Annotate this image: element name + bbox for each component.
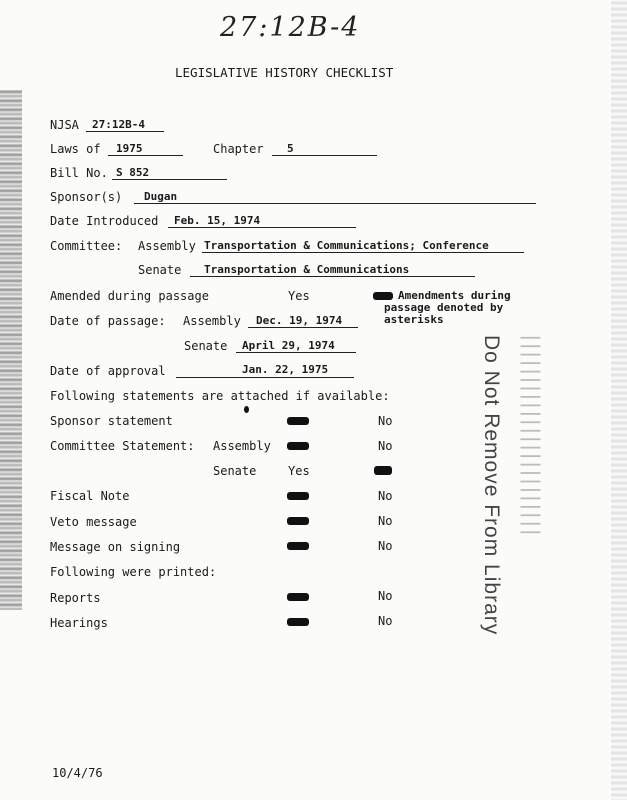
stamp-text: Do Not Remove From Library [480,335,503,636]
njsa-label: NJSA [50,118,79,132]
bill-no-value: S 852 [116,166,150,179]
redaction-mark [287,593,309,601]
handwritten-statute-number: 27:12B-4 [220,12,361,43]
committee-assembly-label: Assembly [138,239,196,253]
redaction-mark [374,466,392,475]
date-introduced-value: Feb. 15, 1974 [174,214,261,227]
sponsor-statement-no: No [378,414,393,428]
page-title: LEGISLATIVE HISTORY CHECKLIST [175,65,394,80]
chapter-value: 5 [287,142,294,155]
committee-assembly-underline [202,252,524,253]
reports-label: Reports [50,591,101,605]
redaction-mark [287,417,309,425]
amended-label: Amended during passage [50,289,209,303]
library-stamp [473,335,563,636]
sponsors-label: Sponsor(s) [50,190,123,204]
date-introduced-label: Date Introduced [50,214,159,228]
laws-of-label: Laws of [50,142,101,156]
date-of-approval-underline [176,377,354,378]
date-introduced-underline [168,227,356,228]
njsa-value: 27:12B-4 [92,118,145,131]
sponsors-underline [134,203,536,204]
footer-date: 10/4/76 [52,766,103,780]
passage-assembly-underline [248,327,358,328]
sponsor-statement-label: Sponsor statement [50,414,173,428]
committee-label: Committee: [50,239,123,253]
committee-statement-assembly-label: Assembly [213,439,271,453]
redaction-mark [287,442,309,450]
passage-senate-value: April 29, 1974 [242,339,335,352]
redaction-mark [287,517,309,525]
committee-assembly-value: Transportation & Communications; Conference [204,239,489,252]
redaction-mark [287,492,309,500]
date-of-approval-value: Jan. 22, 1975 [242,363,329,376]
laws-of-value: 1975 [116,142,143,155]
amended-yes: Yes [288,289,310,303]
passage-senate-label: Senate [184,339,228,353]
hearings-label: Hearings [50,616,108,630]
bill-no-underline [112,179,227,180]
committee-statement-senate-yes: Yes [288,464,310,478]
message-on-signing-label: Message on signing [50,540,181,554]
passage-senate-underline [236,352,356,353]
ink-dot [244,406,249,413]
binding-edge [0,90,22,610]
committee-statement-senate-label: Senate [213,464,257,478]
committee-senate-underline [190,276,475,277]
committee-senate-label: Senate [138,263,182,277]
veto-message-no: No [378,514,393,528]
amended-note-line3: asterisks [384,313,444,326]
chapter-underline [272,155,377,156]
committee-statement-assembly-no: No [378,439,393,453]
statements-heading: Following statements are attached if available: [50,389,390,403]
committee-statement-label: Committee Statement: [50,439,195,453]
fiscal-note-label: Fiscal Note [50,489,130,503]
sponsors-value: Dugan [144,190,178,203]
redaction-mark [287,618,309,626]
hearings-no: No [378,614,393,628]
passage-assembly-label: Assembly [183,314,241,328]
laws-of-underline [108,155,183,156]
committee-senate-value: Transportation & Communications [204,263,410,276]
bill-no-label: Bill No. [50,166,108,180]
amended-note-line2: passage denoted by [384,301,504,314]
chapter-label: Chapter [213,142,264,156]
amended-note-line1: Amendments during [398,289,511,302]
message-on-signing-no: No [378,539,393,553]
njsa-underline [86,131,164,132]
veto-message-label: Veto message [50,515,137,529]
stamp-faded-text: |||||||||||||||||||||||| [520,335,543,538]
redaction-mark [287,542,309,550]
paper-edge [611,0,627,800]
date-of-passage-label: Date of passage: [50,314,166,328]
date-of-approval-label: Date of approval [50,364,166,378]
printed-heading: Following were printed: [50,565,217,579]
redaction-mark [373,292,393,300]
reports-no: No [378,589,393,603]
passage-assembly-value: Dec. 19, 1974 [256,314,343,327]
fiscal-note-no: No [378,489,393,503]
